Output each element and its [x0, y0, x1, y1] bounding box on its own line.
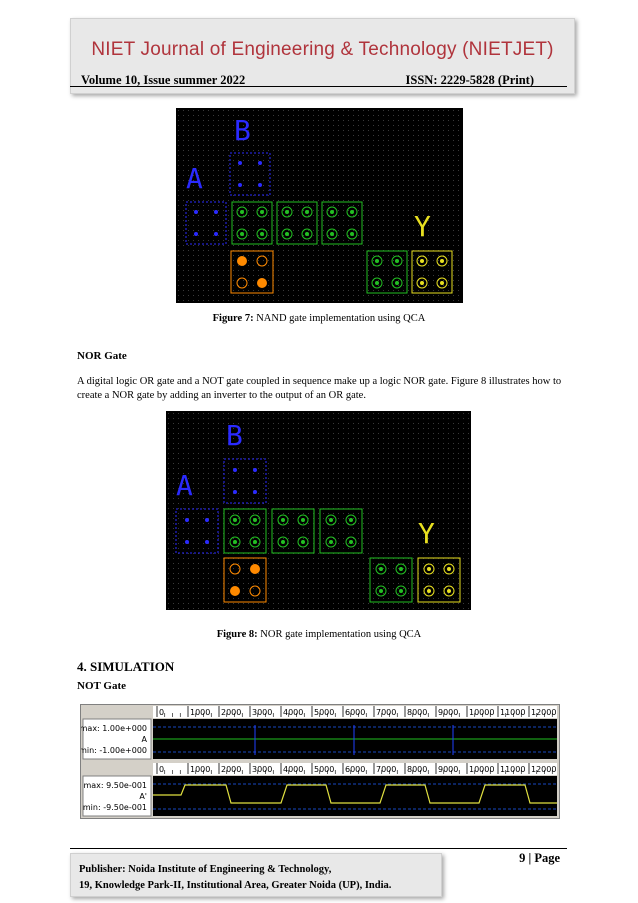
ruler-tick-label: 3000 — [252, 765, 273, 774]
ruler-tick-label: 8000 — [407, 708, 428, 717]
issn-info: ISSN: 2229-5828 (Print) — [405, 73, 534, 87]
ruler-tick-label: 5000 — [314, 708, 335, 717]
ruler-tick-label: 2000 — [221, 765, 242, 774]
ruler-tick-label: 4000 — [283, 765, 304, 774]
ruler-tick-label: 9000 — [438, 765, 459, 774]
figure7-image — [176, 108, 463, 303]
journal-title: NIET Journal of Engineering & Technology (NIETJET) — [91, 39, 554, 60]
ruler-tick-label: 4000 — [283, 708, 304, 717]
ruler-tick-label: 8000 — [407, 765, 428, 774]
not-gate-heading: NOT Gate — [77, 680, 126, 692]
figure8-label-y: Y — [418, 517, 435, 550]
ruler-tick-label: 0 — [159, 765, 165, 774]
figure8-caption-number: Figure 8: — [216, 629, 258, 640]
ruler-tick-label: 1000 — [190, 765, 211, 774]
figure7-label-y: Y — [414, 210, 431, 243]
ruler-tick-label: 12000 — [531, 708, 557, 717]
publisher-box — [70, 853, 442, 897]
figure8-caption — [0, 629, 638, 640]
figure8-caption-text: NOR gate implementation using QCA — [257, 629, 422, 640]
ruler-tick-label: 2000 — [221, 708, 242, 717]
figure8-label-a: A — [176, 469, 193, 502]
page-number: 9 | Page — [519, 851, 560, 865]
ruler-tick-label: 10000 — [469, 708, 495, 717]
ruler-tick-label: 6000 — [345, 765, 366, 774]
ruler-tick-label: 7000 — [376, 708, 397, 717]
footer-rule — [70, 848, 567, 849]
nor-heading: NOR Gate — [77, 350, 127, 362]
ruler-tick-label: 7000 — [376, 765, 397, 774]
figure8-image — [166, 411, 471, 610]
row1-min: min: -1.00e+000 — [81, 746, 147, 755]
ruler-tick-label: 9000 — [438, 708, 459, 717]
row2-signal-name: A' — [139, 792, 147, 801]
ruler-tick-label: 6000 — [345, 708, 366, 717]
row1-signal-name: A — [141, 735, 147, 744]
figure8-label-b: B — [226, 419, 243, 452]
ruler-tick-label: 11000 — [500, 708, 526, 717]
nor-paragraph: A digital logic OR gate and a NOT gate coupled in sequence make up a logic NOR gate. Figure 8 illustrates how to create a NOR gate by adding an inverter to the output of an OR gate. — [77, 376, 562, 401]
publisher-line-2: 19, Knowledge Park-II, Institutional Area, Greater Noida (UP), India. — [79, 880, 392, 891]
volume-info: Volume 10, Issue summer 2022 — [81, 73, 246, 87]
simulation-waveform-panel — [80, 704, 560, 819]
row2-max: max: 9.50e-001 — [83, 781, 147, 790]
nor-qca-layout — [166, 411, 471, 610]
ruler-tick-label: 10000 — [469, 765, 495, 774]
figure7-caption-text: NAND gate implementation using QCA — [253, 313, 426, 324]
ruler-tick-label: 3000 — [252, 708, 273, 717]
row1-max: max: 1.00e+000 — [81, 724, 147, 733]
ruler-tick-label: 0 — [159, 708, 165, 717]
journal-header — [70, 18, 575, 94]
row2-min: min: -9.50e-001 — [82, 803, 147, 812]
figure7-caption — [0, 313, 638, 324]
ruler-tick-label: 11000 — [500, 765, 526, 774]
nand-qca-layout — [176, 108, 463, 303]
ruler-tick-label: 1000 — [190, 708, 211, 717]
simulation-heading: 4. SIMULATION — [77, 659, 175, 674]
figure7-caption-number: Figure 7: — [212, 313, 254, 324]
figure7-label-b: B — [234, 114, 251, 147]
waveform-svg — [81, 705, 559, 818]
publisher-line-1: Publisher: Noida Institute of Engineering & Technology, — [79, 864, 332, 875]
ruler-tick-label: 12000 — [531, 765, 557, 774]
ruler-tick-label: 5000 — [314, 765, 335, 774]
row2-plot — [153, 776, 557, 816]
figure7-label-a: A — [186, 162, 203, 195]
header-rule — [70, 86, 567, 87]
